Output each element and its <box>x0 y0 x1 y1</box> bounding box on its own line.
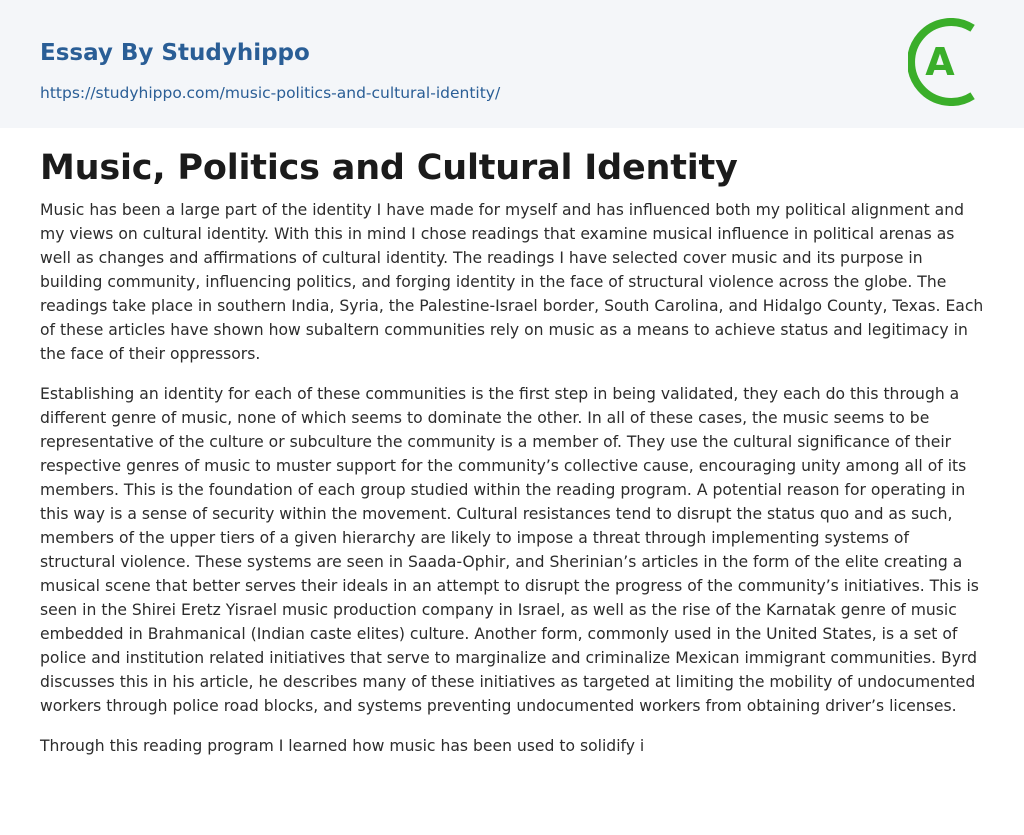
logo-letter: A <box>925 40 955 84</box>
essay-paragraph-1: Music has been a large part of the identity I have made for myself and has influenced both my political alignment and my views on cultural identity. With this in mind I chose readings that examine musical influence in political arenas as well as changes and affirmations of cultural identity. The readings I have selected cover music and its purpose in building community, influencing politics, and forging identity in the face of structural violence across the globe. The readings take place in southern India, Syria, the Palestine-Israel border, South Carolina, and Hidalgo County, Texas. Each of these articles have shown how subaltern communities rely on music as a means to achieve status and legitimacy in the face of their oppressors. <box>40 201 984 363</box>
brand-title: Essay By Studyhippo <box>40 40 310 66</box>
essay-content <box>40 140 984 774</box>
essay-url-link[interactable]: https://studyhippo.com/music-politics-and-cultural-identity/ <box>40 84 501 102</box>
essay-paragraph-2: Establishing an identity for each of these communities is the first step in being validated, they each do this through a different genre of music, none of which seems to dominate the other. In all of these cases, the music seems to be representative of the culture or subculture the community is a member of. They use the cultural significance of their respective genres of music to muster support for the community’s collective cause, encouraging unity among all of its members. This is the foundation of each group studied within the reading program. A potential reason for operating in this way is a sense of security within the movement. Cultural resistances tend to disrupt the status quo and as such, members of the upper tiers of a given hierarchy are likely to impose a threat through implementing systems of structural violence. These systems are seen in Saada-Ophir, and Sherinian’s articles in the form of the elite creating a musical scene that better serves their ideals in an attempt to disrupt the progress of the community’s initiatives. This is seen in the Shirei Eretz Yisrael music production company in Israel, as well as the rise of the Karnatak genre of music embedded in Brahmanical (Indian caste elites) culture. Another form, commonly used in the United States, is a set of police and institution related initiatives that serve to marginalize and criminalize Mexican immigrant communities. Byrd discusses this in his article, he describes many of these initiatives as targeted at limiting the mobility of undocumented workers through police road blocks, and systems preventing undocumented workers from obtaining driver’s licenses. <box>40 385 979 715</box>
essay-paragraph-3: Through this reading program I learned how music has been used to solidify i <box>40 737 645 755</box>
studyhippo-logo-icon[interactable] <box>908 18 988 106</box>
site-header <box>0 0 1024 128</box>
essay-title: Music, Politics and Cultural Identity <box>40 148 738 188</box>
